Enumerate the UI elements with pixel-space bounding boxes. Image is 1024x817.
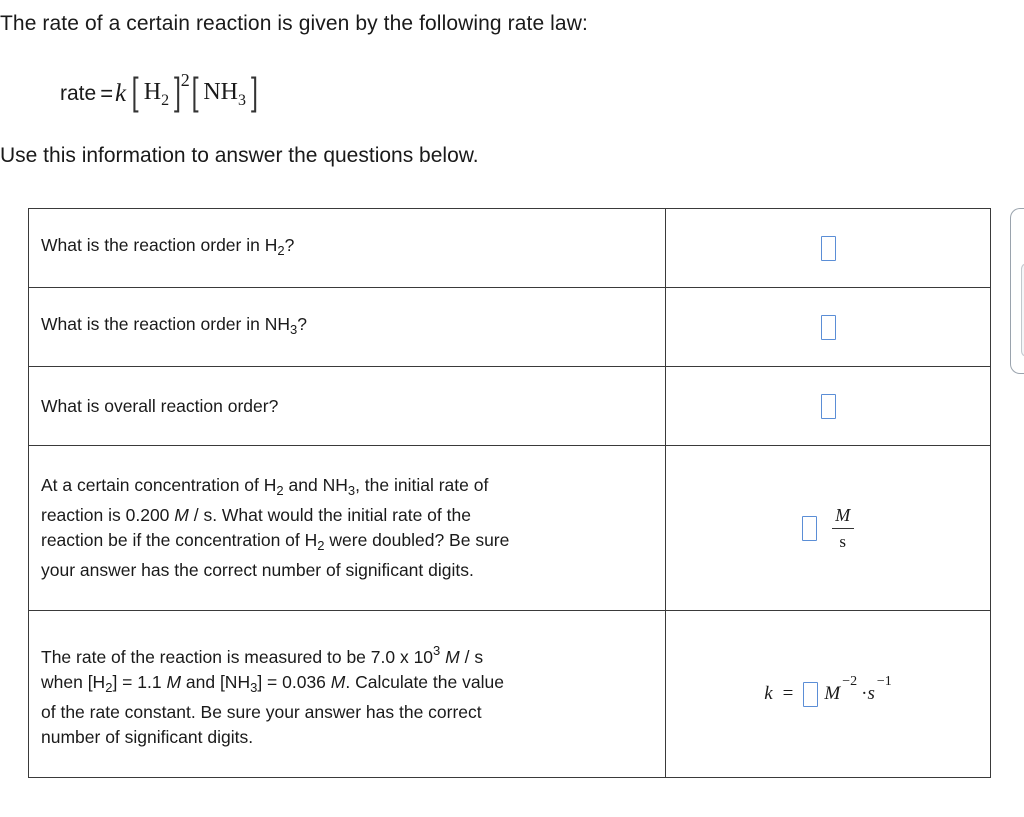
question-cell <box>29 209 666 288</box>
answer-cell <box>666 209 991 288</box>
rate-constant-expression <box>764 674 892 707</box>
question-cell <box>29 446 666 611</box>
fraction-bar <box>832 528 854 529</box>
doubled-rate-input[interactable] <box>802 516 817 541</box>
rate-label: rate <box>60 82 97 105</box>
answer-cell <box>666 611 991 778</box>
question-text: What is overall reaction order? <box>41 395 279 416</box>
answer-cell <box>666 288 991 367</box>
question-text: What is the reaction order in $H_2$? <box>41 235 295 258</box>
h2-order-input[interactable] <box>821 236 836 261</box>
exponent-h2: 2 <box>180 69 190 90</box>
left-bracket-icon: [ <box>191 71 200 117</box>
k-equals: = <box>782 683 794 704</box>
question-cell <box>29 611 666 778</box>
question-cell <box>29 288 666 367</box>
intro-text: The rate of a certain reaction is given by the following rate law: <box>0 12 588 35</box>
answer-cell <box>666 446 991 611</box>
k-label: k <box>764 683 773 704</box>
question-text: The rate of the reaction is measured to be 7.0 x $10^3$ M / s when $[H_2] = 1.1$ M and $[NH_3] = 0.036$ M. Calculate the value of the rate constant. Be sure your answer has the correct number of significant digits. <box>41 643 504 747</box>
unit-numerator: M <box>835 504 851 525</box>
right-bracket-icon: ] <box>249 71 259 117</box>
question-row <box>29 446 991 611</box>
answer-cell <box>666 367 991 446</box>
species-h2: $H_2$ <box>143 78 170 109</box>
nh3-order-input[interactable] <box>821 315 836 340</box>
question-text: At a certain concentration of $H_2$ and $NH_3$, the initial rate of reaction is 0.200 M / s. What would the initial rate of the reaction be if the concentration of $H_2$ were doubled? Be sure your answer has the correct number of significant digits. <box>41 475 510 580</box>
right-bracket-icon: ] <box>172 71 182 117</box>
question-row <box>29 611 991 778</box>
unit-denominator: s <box>839 531 847 551</box>
question-row <box>29 367 991 446</box>
rate-constant-symbol: k <box>115 80 127 107</box>
instruction-text: Use this information to answer the questions below. <box>0 144 479 167</box>
question-row <box>29 209 991 288</box>
question-text: What is the reaction order in $NH_3$? <box>41 314 307 337</box>
question-cell <box>29 367 666 446</box>
unit-fraction <box>832 505 854 552</box>
question-row <box>29 288 991 367</box>
left-bracket-icon: [ <box>131 71 141 117</box>
equals-sign: = <box>100 81 114 106</box>
unit-s: s <box>867 683 875 704</box>
side-panel-tab[interactable] <box>1010 208 1024 374</box>
overall-order-input[interactable] <box>821 394 836 419</box>
unit-m: M <box>824 683 841 704</box>
rate-constant-input[interactable] <box>803 682 818 707</box>
unit-m-exponent: −2 <box>842 674 858 689</box>
rate-law-equation <box>60 70 262 118</box>
unit-s-exponent: −1 <box>876 674 892 689</box>
questions-table <box>28 208 991 778</box>
species-nh3: $NH_3$ <box>203 78 246 109</box>
unit-dot: · <box>861 683 868 704</box>
